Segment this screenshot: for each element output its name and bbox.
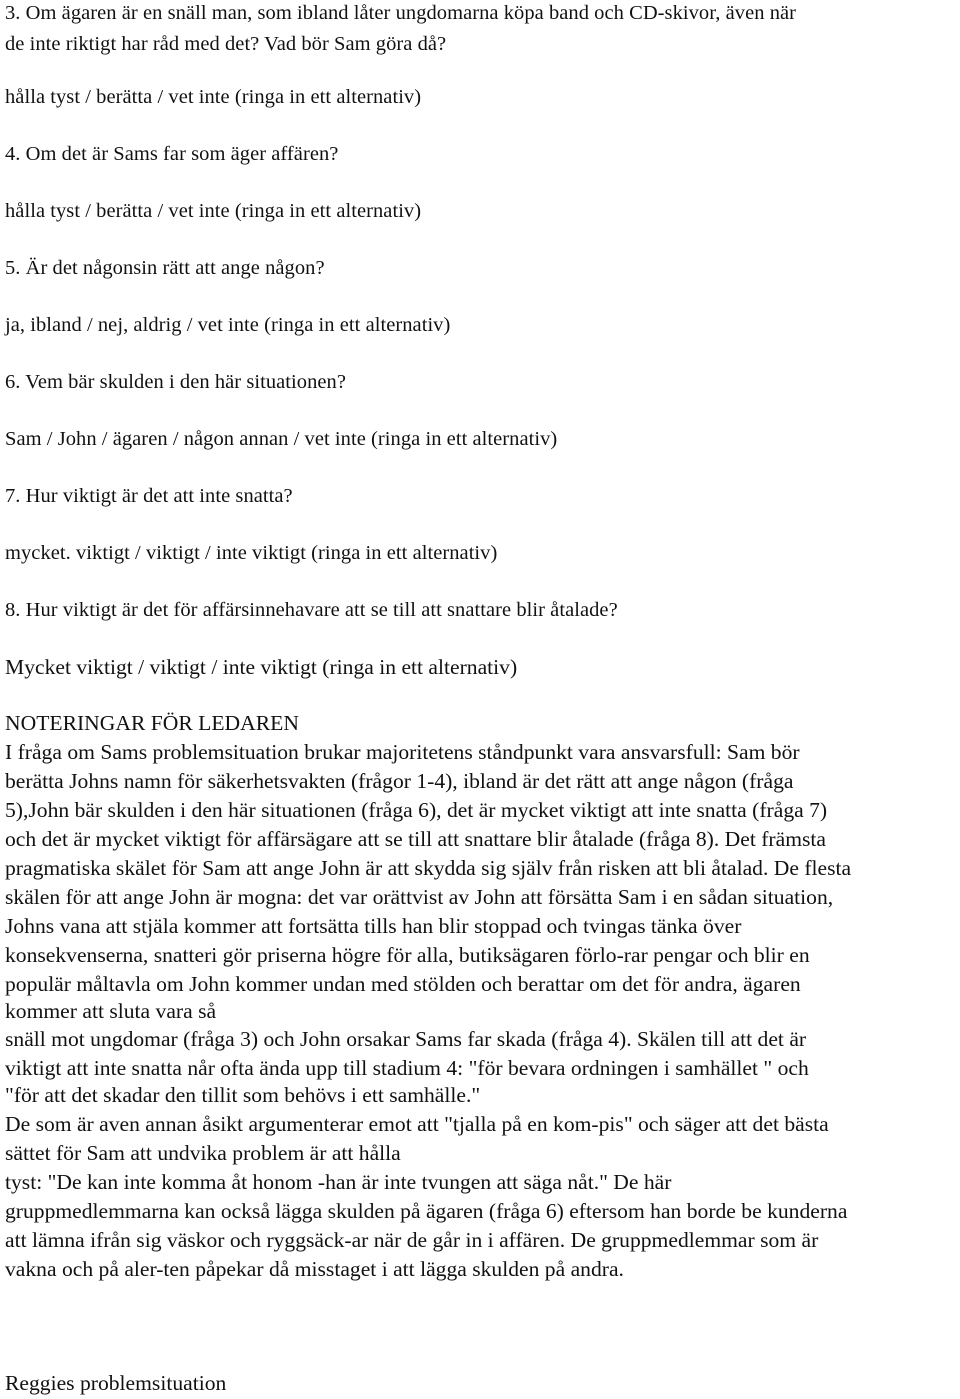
notes-line: pragmatiska skälet för Sam att ange John är att skydda sig själv från risken att bli åtalad. De flesta [5, 856, 852, 880]
question-8-text: 8. Hur viktigt är det för affärsinnehavare att se till att snattare blir åtalade? [5, 599, 618, 621]
notes-line: sättet för Sam att undvika problem är att hålla [5, 1141, 401, 1165]
notes-heading: NOTERINGAR FÖR LEDAREN [5, 711, 299, 735]
question-5-answer-options: ja, ibland / nej, aldrig / vet inte (ringa in ett alternativ) [5, 314, 451, 336]
notes-line: och det är mycket viktigt för affärsägare att se till att snattare blir åtalade (fråga 8). Det främsta [5, 827, 826, 851]
question-6-text: 6. Vem bär skulden i den här situationen? [5, 371, 346, 393]
notes-line: skälen för att ange John är mogna: det var orättvist av John att försätta Sam i en sådan situation, [5, 885, 834, 909]
notes-line: tyst: "De kan inte komma åt honom -han är inte tvungen att säga nåt." De här [5, 1170, 672, 1194]
question-3-line-2: de inte riktigt har råd med det? Vad bör Sam göra då? [5, 33, 447, 55]
notes-line: viktigt att inte snatta når ofta ända upp till stadium 4: "för bevara ordningen i samhället " och [5, 1056, 809, 1080]
notes-line: "för att det skadar den tillit som behövs i ett samhälle." [5, 1083, 481, 1107]
notes-line: snäll mot ungdomar (fråga 3) och John orsakar Sams far skada (fråga 4). Skälen till att det är [5, 1027, 807, 1051]
question-4-answer-options: hålla tyst / berätta / vet inte (ringa in ett alternativ) [5, 200, 422, 222]
notes-line: I fråga om Sams problemsituation brukar majoritetens ståndpunkt vara ansvarsfull: Sam bör [5, 740, 800, 764]
notes-line: gruppmedlemmarna kan också lägga skulden på ägaren (fråga 6) eftersom han borde be kunderna [5, 1199, 848, 1223]
notes-line: vakna och på aler-ten påpekar då misstaget i att lägga skulden på andra. [5, 1257, 624, 1281]
notes-line: berätta Johns namn för säkerhetsvakten (frågor 1-4), ibland är det rätt att ange någon (fråga [5, 769, 794, 793]
notes-line: kommer att sluta vara så [5, 999, 217, 1023]
notes-line: 5),John bär skulden i den här situationen (fråga 6), det är mycket viktigt att inte snatta (fråga 7) [5, 798, 828, 822]
question-3-line-1: 3. Om ägaren är en snäll man, som ibland låter ungdomarna köpa band och CD-skivor, även när [5, 2, 797, 24]
question-7-text: 7. Hur viktigt är det att inte snatta? [5, 485, 293, 507]
next-section-title: Reggies problemsituation [5, 1371, 227, 1395]
question-7-answer-options: mycket. viktigt / viktigt / inte viktigt (ringa in ett alternativ) [5, 542, 498, 564]
question-5-text: 5. Är det någonsin rätt att ange någon? [5, 257, 325, 279]
notes-line: De som är aven annan åsikt argumenterar emot att "tjalla på en kom-pis" och säger att det bästa [5, 1112, 829, 1136]
question-8-answer-options: Mycket viktigt / viktigt / inte viktigt (ringa in ett alternativ) [5, 655, 518, 679]
notes-line: populär måltavla om John kommer undan med stölden och berattar om det för andra, ägaren [5, 972, 801, 996]
notes-line: konsekvenserna, snatteri gör priserna högre för alla, butiksägaren förlo-rar pengar och blir en [5, 943, 810, 967]
notes-line: att lämna ifrån sig väskor och ryggsäck-ar när de går in i affären. De gruppmedlemmar som är [5, 1228, 819, 1252]
notes-line: Johns vana att stjäla kommer att fortsätta tills han blir stoppad och tvingas tänka över [5, 914, 742, 938]
question-6-answer-options: Sam / John / ägaren / någon annan / vet inte (ringa in ett alternativ) [5, 428, 558, 450]
question-3-answer-options: hålla tyst / berätta / vet inte (ringa in ett alternativ) [5, 86, 422, 108]
question-4-text: 4. Om det är Sams far som äger affären? [5, 143, 339, 165]
